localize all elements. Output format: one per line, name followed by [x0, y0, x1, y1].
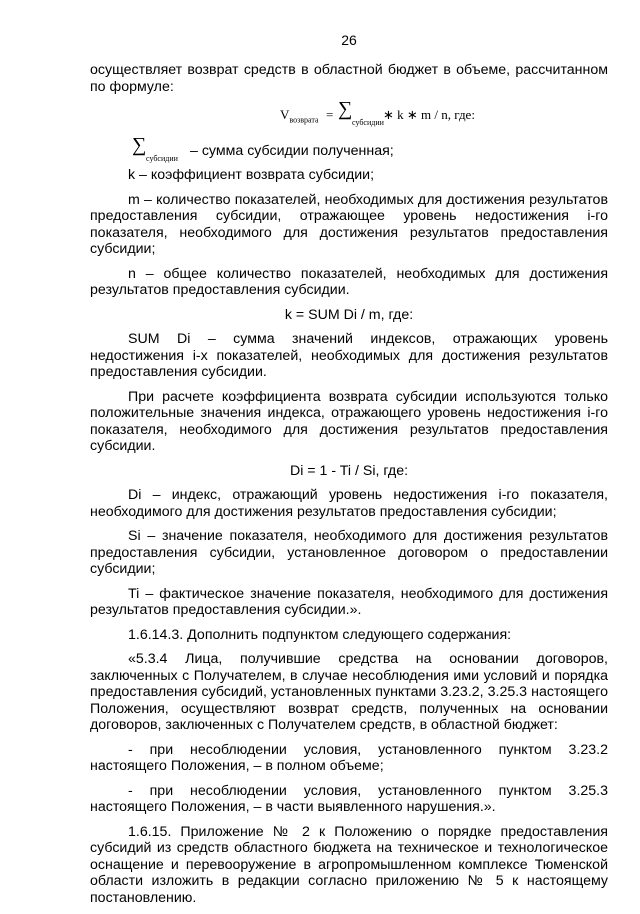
- definition-sum-di: SUM Di – сумма значений индексов, отражающих уровень недостижения i-х показателей, необходимых для достижения результатов предоставления субсидии.: [90, 331, 608, 380]
- paragraph-positive-values: При расчете коэффициента возврата субсидии используются только положительные значения индекса, отражающего уровень недостижения i-го показателя, необходимого для достижения результатов предоставления субсидии.: [90, 388, 608, 454]
- definition-ti: Ti – фактическое значение показателя, необходимого для достижения результатов предоставления субсидии.».: [90, 585, 608, 618]
- definition-m: m – количество показателей, необходимых для достижения результатов предоставления субсидии, отражающее уровень недостижения i-го показателя, необходимого для достижения результатов предоставления субсидии;: [90, 191, 608, 257]
- sigma-symbol: ∑: [132, 134, 147, 156]
- formula-return-amount: [90, 98, 608, 129]
- definition-si: Si – значение показателя, необходимого для достижения результатов предоставления субсидии, установленное договором о предоставлении субсидии;: [90, 528, 608, 577]
- definition-sigma-text: – сумма субсидии полученная;: [190, 143, 394, 159]
- definition-k: k – коэффициент возврата субсидии;: [128, 167, 375, 183]
- document-body: [90, 62, 608, 914]
- formula-di: Di = 1 - Ti / Si, где:: [289, 462, 409, 479]
- formula-k: k = SUM Di / m, где:: [284, 306, 414, 323]
- bullet-full-amount: - при несоблюдении условия, установленного пунктом 3.23.2 настоящего Положения, – в полном объеме;: [90, 741, 608, 774]
- paragraph-intro: осуществляет возврат средств в областной бюджет в объеме, рассчитанном по формуле:: [90, 62, 608, 95]
- formula-rest: ∗ k ∗ m / n, где:: [383, 107, 475, 122]
- sigma-subscript: субсидии: [146, 154, 178, 163]
- sigma-symbol: ∑: [338, 98, 353, 120]
- item-1-6-14-3: 1.6.14.3. Дополнить подпунктом следующего содержания:: [128, 626, 512, 643]
- bullet-partial-amount: - при несоблюдении условия, установленного пунктом 3.25.3 настоящего Положения, – в части выявленного нарушения.».: [90, 782, 608, 815]
- page-number: 26: [341, 32, 357, 48]
- item-1-6-15: 1.6.15. Приложение № 2 к Положению о порядке предоставления субсидий из средств областного бюджета на техническое и технологическое оснащение и перевооружение в агропромышленном комплексе Тюменской области изложить в редакции согласно приложению № 5 к настоящему постановлению.: [90, 823, 608, 906]
- definition-n: n – общее количество показателей, необходимых для достижения результатов предоставления субсидии.: [90, 265, 608, 298]
- sigma-subscript: субсидии: [352, 118, 384, 127]
- formula-equals: =: [326, 107, 334, 122]
- definition-sigma: [90, 134, 608, 165]
- formula-v: $V_{возврата}$: [280, 107, 319, 125]
- item-5-3-4: «5.3.4 Лица, получившие средства на основании договоров, заключенных с Получателем, в случае несоблюдения ими условий и порядка предоставления субсидий, установленных пунктами 3.23.2, 3.25.3 настоящего Положения, осуществляют возврат средств, полученных на основании договоров, заключенных с Получателем средств, в областной бюджет:: [90, 651, 608, 733]
- definition-di: Di – индекс, отражающий уровень недостижения i-го показателя, необходимого для достижения результатов предоставления субсидии;: [90, 487, 608, 520]
